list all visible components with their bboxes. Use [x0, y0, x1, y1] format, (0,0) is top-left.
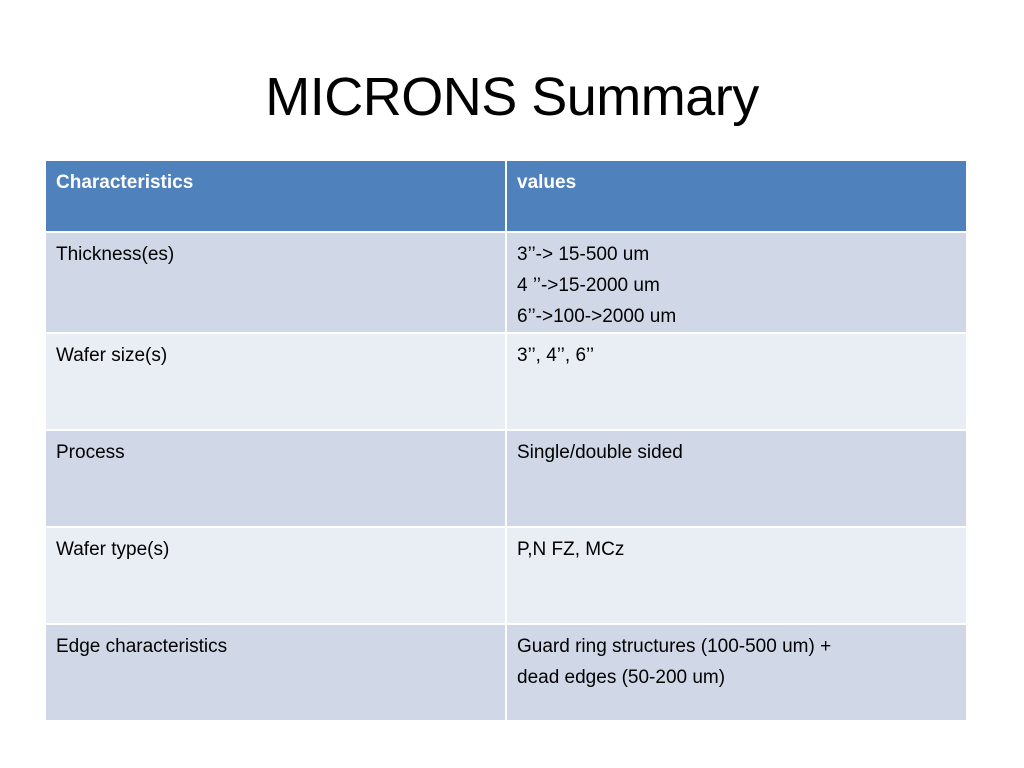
summary-table — [44, 159, 968, 722]
cell-value — [506, 333, 967, 430]
value-line: Single/double sided — [517, 442, 683, 463]
value-line: 4 ’’->15-2000 um — [517, 275, 660, 296]
table-header-row — [45, 160, 967, 232]
header-characteristics: Characteristics — [45, 160, 506, 232]
value-line: 3’’, 4’’, 6’’ — [517, 345, 595, 366]
cell-value — [506, 430, 967, 527]
cell-characteristic: Thickness(es) — [45, 232, 506, 333]
cell-characteristic: Wafer size(s) — [45, 333, 506, 430]
slide-title: MICRONS Summary — [265, 67, 759, 127]
cell-value — [506, 527, 967, 624]
value-line: dead edges (50-200 um) — [517, 667, 726, 688]
header-values: values — [506, 160, 967, 232]
value-line: 6’’->100->2000 um — [517, 306, 677, 327]
value-line: Guard ring structures (100-500 um) + — [517, 636, 832, 657]
cell-value — [506, 232, 967, 333]
table-row — [45, 430, 967, 527]
cell-value — [506, 624, 967, 721]
cell-characteristic: Process — [45, 430, 506, 527]
cell-characteristic: Edge characteristics — [45, 624, 506, 721]
table-row — [45, 333, 967, 430]
cell-characteristic: Wafer type(s) — [45, 527, 506, 624]
table-row — [45, 232, 967, 333]
table-row — [45, 624, 967, 721]
table-row — [45, 527, 967, 624]
value-line: 3’’-> 15-500 um — [517, 244, 650, 265]
value-line: P,N FZ, MCz — [517, 539, 625, 560]
